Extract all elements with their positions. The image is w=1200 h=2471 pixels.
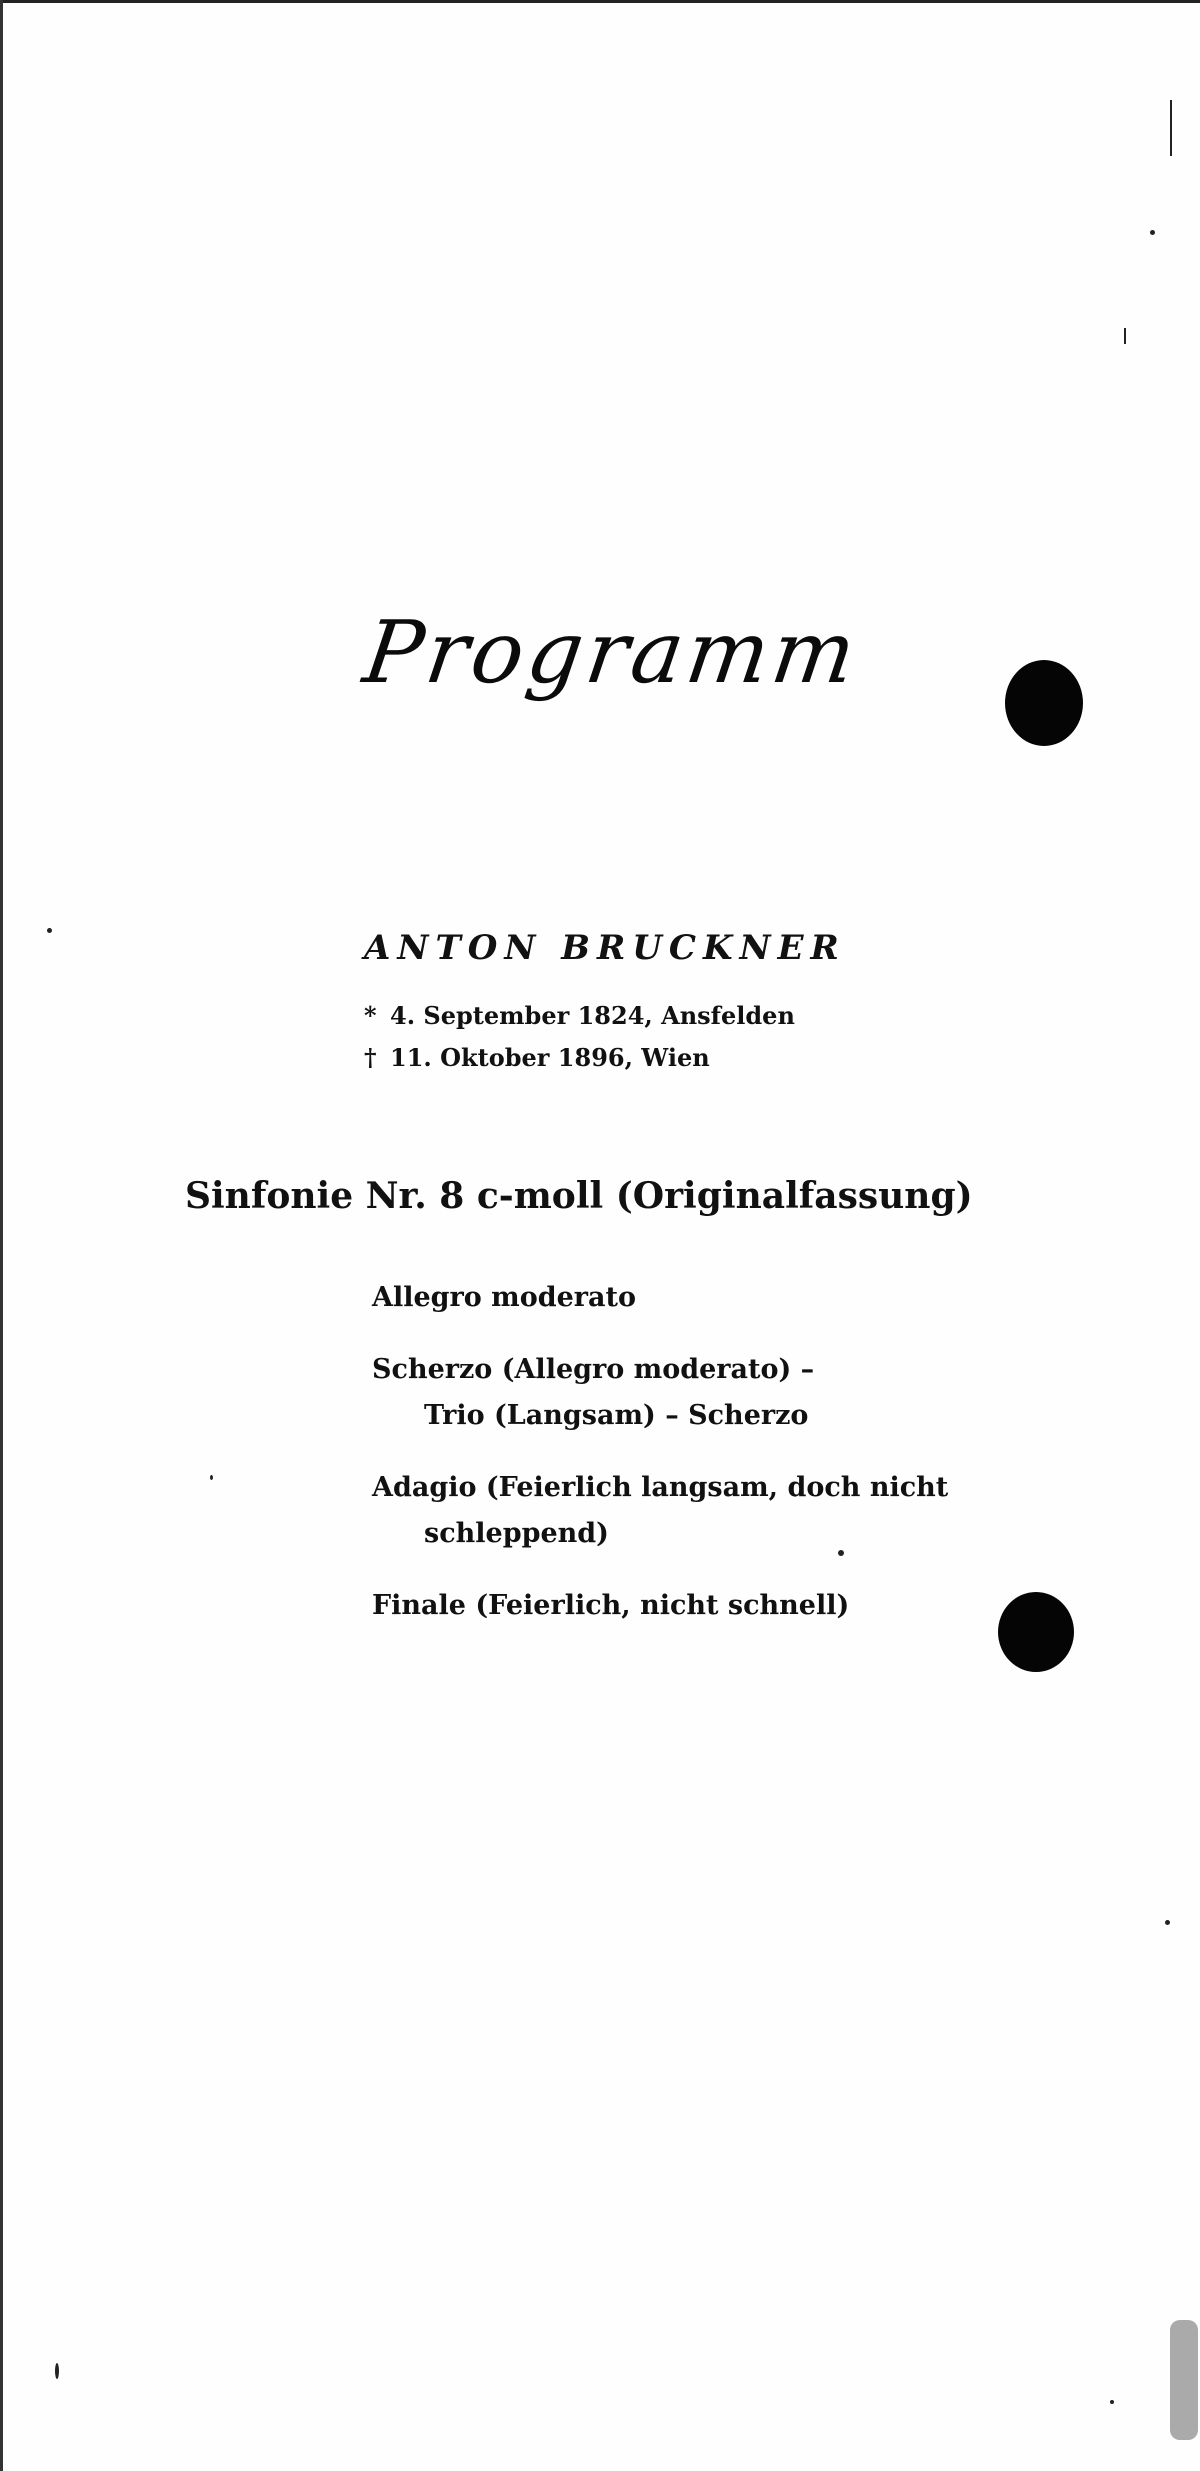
death-text: 11. Oktober 1896, Wien (390, 1043, 710, 1072)
page-edge-top (0, 0, 1200, 3)
composer-name: ANTON BRUCKNER (364, 928, 846, 968)
movement-list (372, 1275, 1092, 1655)
movement-item (372, 1275, 1092, 1321)
death-symbol: † (364, 1043, 377, 1072)
movement-line-continued: schleppend) (424, 1518, 609, 1549)
movement-line-continued: Trio (Langsam) – Scherzo (424, 1400, 809, 1431)
movement-line: Allegro moderato (372, 1282, 636, 1313)
work-title: Sinfonie Nr. 8 c-moll (Originalfassung) (185, 1175, 973, 1217)
movement-item (372, 1583, 1092, 1629)
movement-item (372, 1347, 1092, 1439)
punch-hole-upper (1005, 660, 1083, 746)
page-edge-left (0, 0, 3, 2471)
death-line (364, 1037, 795, 1079)
program-heading: Programm (357, 603, 866, 703)
birth-text: 4. September 1824, Ansfelden (390, 1001, 795, 1030)
movement-line: Scherzo (Allegro moderato) – (372, 1354, 815, 1385)
birth-line (364, 995, 795, 1037)
composer-dates (364, 995, 795, 1079)
movement-line: Adagio (Feierlich langsam, doch nicht (372, 1472, 949, 1503)
movement-line: Finale (Feierlich, nicht schnell) (372, 1590, 850, 1621)
movement-item (372, 1465, 1092, 1557)
birth-symbol: * (364, 1001, 377, 1030)
